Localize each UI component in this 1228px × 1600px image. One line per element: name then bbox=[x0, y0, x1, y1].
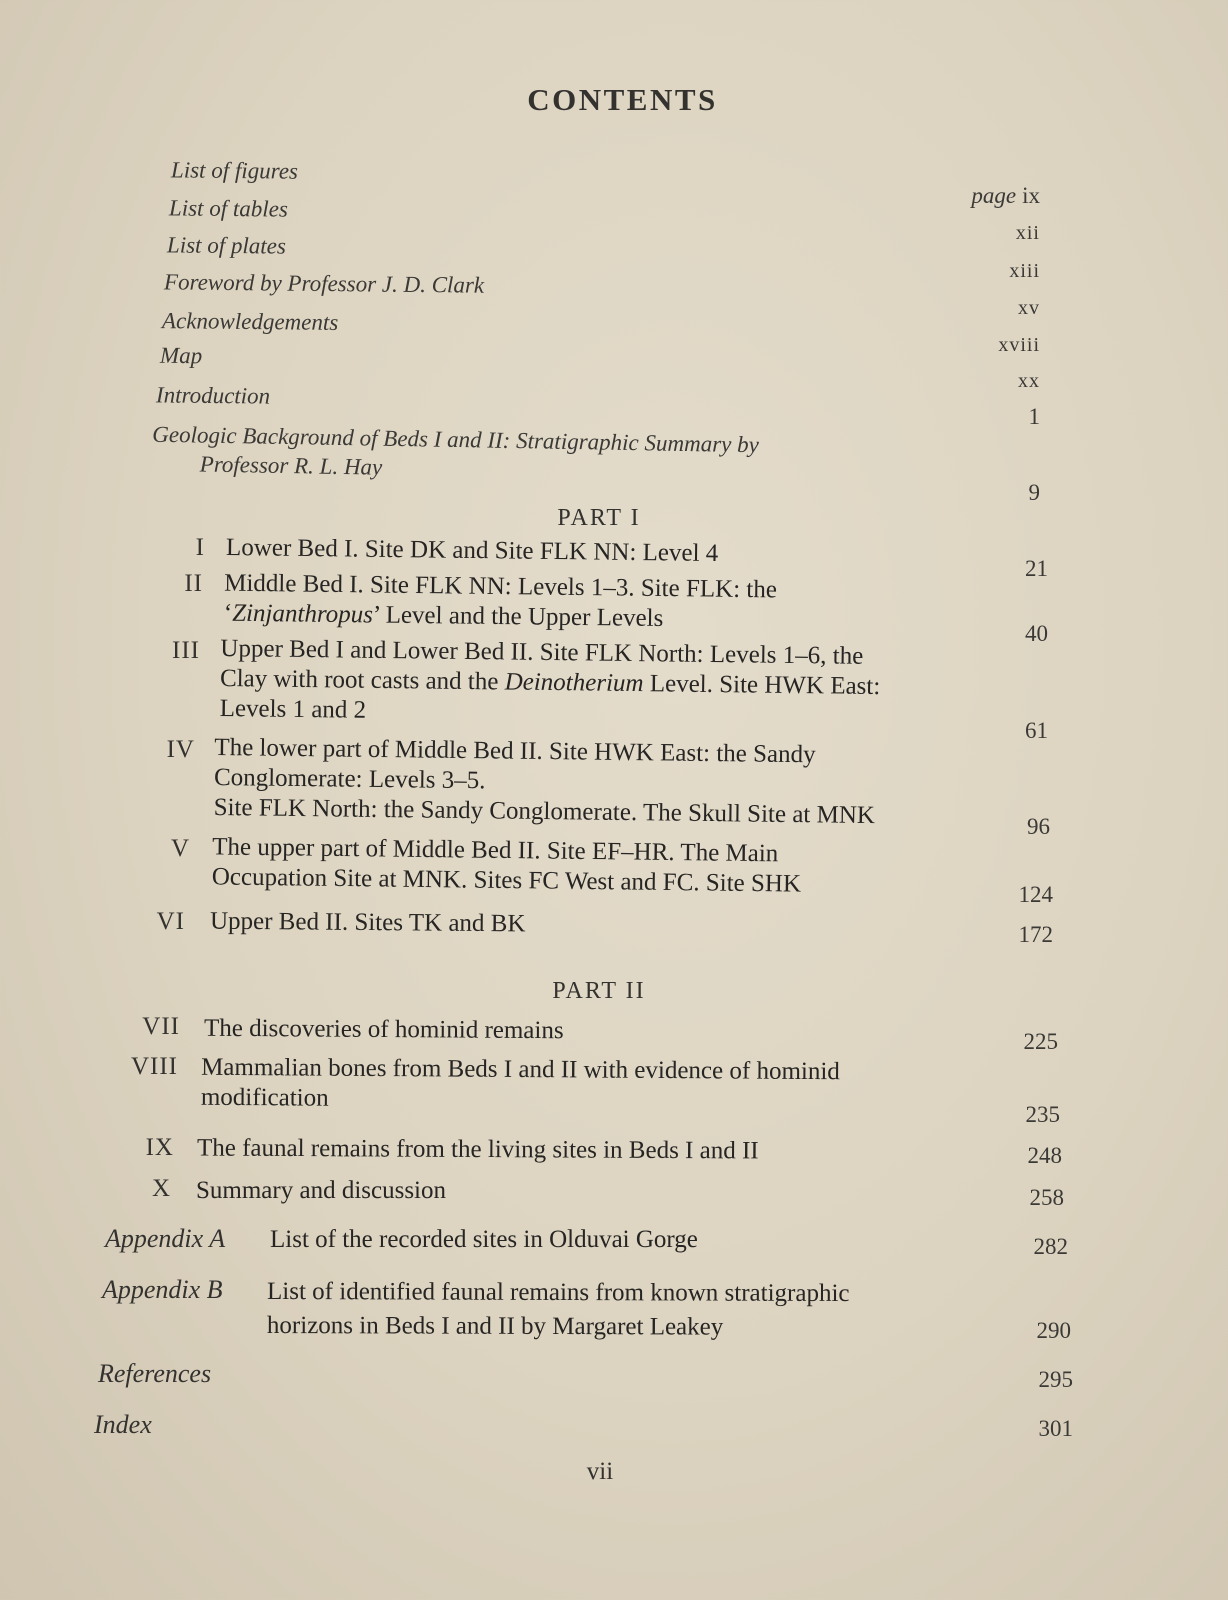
appendix-page: 290 bbox=[1036, 1318, 1071, 1343]
italic-taxon: Deinotherium bbox=[504, 668, 644, 698]
prelim-list-of-plates: List of plates bbox=[166, 232, 286, 259]
prelim-introduction: Introduction bbox=[155, 382, 271, 409]
chapter-title bbox=[210, 907, 526, 940]
chapter-number: III bbox=[172, 637, 200, 664]
chapter-title-line: Lower Bed I. Site DK and Site FLK NN: Level 4 bbox=[225, 533, 719, 568]
prelim-page-map: xx bbox=[1018, 370, 1040, 392]
chapter-page: 40 bbox=[1025, 621, 1048, 646]
chapter-title-line: ‘Zinjanthropus’ Level and the Upper Levels bbox=[223, 599, 664, 632]
chapter-title bbox=[204, 1014, 564, 1047]
prelim-foreword: Foreword by Professor J. D. Clark bbox=[163, 269, 485, 298]
chapter-page: 225 bbox=[1023, 1029, 1058, 1054]
prelim-list-of-tables: List of tables bbox=[168, 195, 288, 222]
chapter-number: V bbox=[170, 835, 190, 862]
appendix-title-line: List of the recorded sites in Olduvai Gorge bbox=[270, 1226, 698, 1253]
chapter-title-line: The lower part of Middle Bed II. Site HWK East: the Sandy bbox=[214, 733, 816, 769]
page-title: CONTENTS bbox=[527, 82, 718, 117]
chapter-title bbox=[201, 1053, 840, 1117]
chapter-title bbox=[197, 1134, 759, 1167]
chapter-number: VII bbox=[142, 1013, 180, 1040]
italic-taxon: Zinjanthropus bbox=[232, 599, 374, 629]
prelim-acknowledgements: Acknowledgements bbox=[161, 308, 339, 335]
chapter-page: 248 bbox=[1027, 1143, 1062, 1168]
chapter-title bbox=[226, 533, 719, 569]
chapter-number: I bbox=[195, 534, 205, 561]
back-matter-page-references: 295 bbox=[1038, 1367, 1073, 1392]
back-matter-page-index: 301 bbox=[1038, 1416, 1073, 1441]
page-word: page bbox=[971, 183, 1017, 208]
page-folio: vii bbox=[586, 1458, 614, 1485]
chapter-page: 61 bbox=[1025, 718, 1048, 743]
prelim-page-introduction: 1 bbox=[1028, 404, 1040, 429]
chapter-title-line: Conglomerate: Levels 3–5. bbox=[213, 763, 486, 795]
chapter-title-line: Upper Bed I and Lower Bed II. Site FLK North: Levels 1–6, the bbox=[220, 634, 864, 670]
chapter-page: 258 bbox=[1029, 1185, 1064, 1210]
appendix-label: Appendix A bbox=[105, 1224, 226, 1253]
chapter-title bbox=[212, 832, 802, 899]
chapter-title-line: The upper part of Middle Bed II. Site EF–HR. The Main bbox=[212, 833, 779, 868]
appendix-title bbox=[270, 1225, 698, 1255]
chapter-title bbox=[196, 1176, 446, 1206]
chapter-number: IX bbox=[145, 1134, 174, 1161]
prelim-page-geologic-background: 9 bbox=[1028, 480, 1040, 505]
chapter-title bbox=[213, 733, 875, 831]
chapter-title-line: Levels 1 and 2 bbox=[219, 694, 367, 724]
back-matter-index: Index bbox=[94, 1410, 152, 1439]
prelim-page-list-of-tables: xii bbox=[1015, 222, 1040, 244]
chapter-title-line: The discoveries of hominid remains bbox=[203, 1014, 564, 1045]
chapter-title-line: Site FLK North: the Sandy Conglomerate. The Skull Site at MNK bbox=[213, 793, 876, 830]
chapter-title-line: Middle Bed I. Site FLK NN: Levels 1–3. Site FLK: the bbox=[224, 569, 778, 604]
appendix-title-line: horizons in Beds I and II by Margaret Leakey bbox=[266, 1311, 724, 1341]
appendix-page: 282 bbox=[1033, 1234, 1068, 1259]
prelim-map: Map bbox=[159, 342, 203, 369]
back-matter-references: References bbox=[98, 1359, 212, 1388]
appendix-label: Appendix B bbox=[102, 1275, 223, 1304]
chapter-page: 21 bbox=[1025, 556, 1048, 581]
chapter-title bbox=[224, 569, 777, 636]
chapter-title-line: Mammalian bones from Beds I and II with evidence of hominid bbox=[201, 1053, 840, 1086]
prelim-geologic-line-1: Geologic Background of Beds I and II: Stratigraphic Summary by bbox=[152, 421, 760, 458]
prelim-page-list-of-figures bbox=[971, 183, 1040, 209]
chapter-page: 96 bbox=[1027, 814, 1050, 839]
chapter-title-line: Summary and discussion bbox=[196, 1177, 446, 1204]
page-number: ix bbox=[1022, 183, 1040, 208]
chapter-number: II bbox=[184, 570, 203, 597]
chapter-page: 172 bbox=[1018, 922, 1053, 947]
chapter-page: 235 bbox=[1025, 1102, 1060, 1127]
chapter-number: IV bbox=[166, 736, 195, 763]
prelim-page-acknowledgements: xviii bbox=[998, 334, 1040, 356]
chapter-number: VIII bbox=[130, 1053, 178, 1080]
chapter-title-line: The faunal remains from the living sites in Beds I and II bbox=[196, 1134, 759, 1165]
chapter-title-line: Upper Bed II. Sites TK and BK bbox=[209, 907, 526, 938]
part-2-heading: PART II bbox=[552, 978, 646, 1004]
prelim-geologic-line-2: Professor R. L. Hay bbox=[199, 451, 383, 480]
chapter-title bbox=[219, 634, 880, 732]
chapter-title-line: Clay with root casts and the Deinotherium Level. Site HWK East: bbox=[219, 664, 881, 701]
prelim-page-list-of-plates: xiii bbox=[1009, 260, 1040, 282]
chapter-title-line: Occupation Site at MNK. Sites FC West and FC. Site SHK bbox=[211, 863, 802, 898]
prelim-geologic-background bbox=[152, 420, 760, 489]
chapter-title-line: modification bbox=[200, 1083, 329, 1112]
appendix-title-line: List of identified faunal remains from known stratigraphic bbox=[267, 1277, 850, 1308]
chapter-number: VI bbox=[156, 908, 185, 935]
chapter-page: 124 bbox=[1018, 882, 1053, 907]
appendix-title bbox=[267, 1275, 850, 1345]
chapter-number: X bbox=[151, 1175, 171, 1202]
prelim-page-foreword: xv bbox=[1018, 297, 1040, 319]
part-1-heading: PART I bbox=[557, 505, 641, 531]
prelim-list-of-figures: List of figures bbox=[170, 157, 299, 184]
